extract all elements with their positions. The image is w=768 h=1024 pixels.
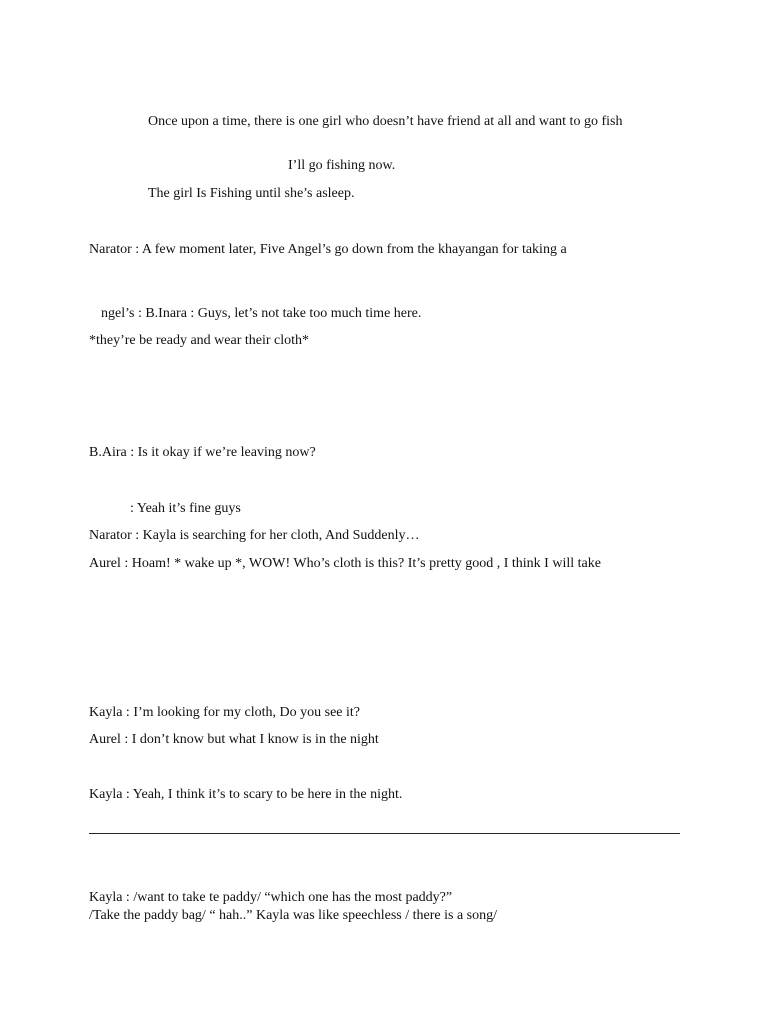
dialogue-baira: B.Aira : Is it okay if we’re leaving now? (89, 445, 316, 460)
narration-intro: Once upon a time, there is one girl who doesn’t have friend at all and want to go fish (148, 114, 623, 129)
dialogue-kayla-paddy: Kayla : /want to take te paddy/ “which one has the most paddy?” (89, 890, 453, 905)
dialogue-reply-fine: : Yeah it’s fine guys (130, 501, 241, 516)
horizontal-divider (89, 833, 680, 834)
dialogue-binara: ngel’s : B.Inara : Guys, let’s not take too much time here. (101, 306, 422, 321)
narrator-line-kayla-searching: Narator : Kayla is searching for her cloth, And Suddenly… (89, 528, 420, 543)
narration-girl-asleep: The girl Is Fishing until she’s asleep. (148, 186, 355, 201)
dialogue-girl-fishing: I’ll go fishing now. (288, 158, 396, 173)
narrator-line-angels: Narator : A few moment later, Five Angel’s go down from the khayangan for taking a (89, 242, 567, 257)
dialogue-aurel-wakeup: Aurel : Hoam! * wake up *, WOW! Who’s cloth is this? It’s pretty good , I think I will take (89, 556, 601, 571)
stage-direction-ready: *they’re be ready and wear their cloth* (89, 333, 310, 348)
dialogue-kayla-looking: Kayla : I’m looking for my cloth, Do you see it? (89, 705, 360, 720)
stage-direction-paddy-bag: /Take the paddy bag/ “ hah..” Kayla was like speechless / there is a song/ (89, 908, 497, 923)
dialogue-aurel-night: Aurel : I don’t know but what I know is in the night (89, 732, 379, 747)
dialogue-kayla-scary: Kayla : Yeah, I think it’s to scary to be here in the night. (89, 787, 403, 802)
